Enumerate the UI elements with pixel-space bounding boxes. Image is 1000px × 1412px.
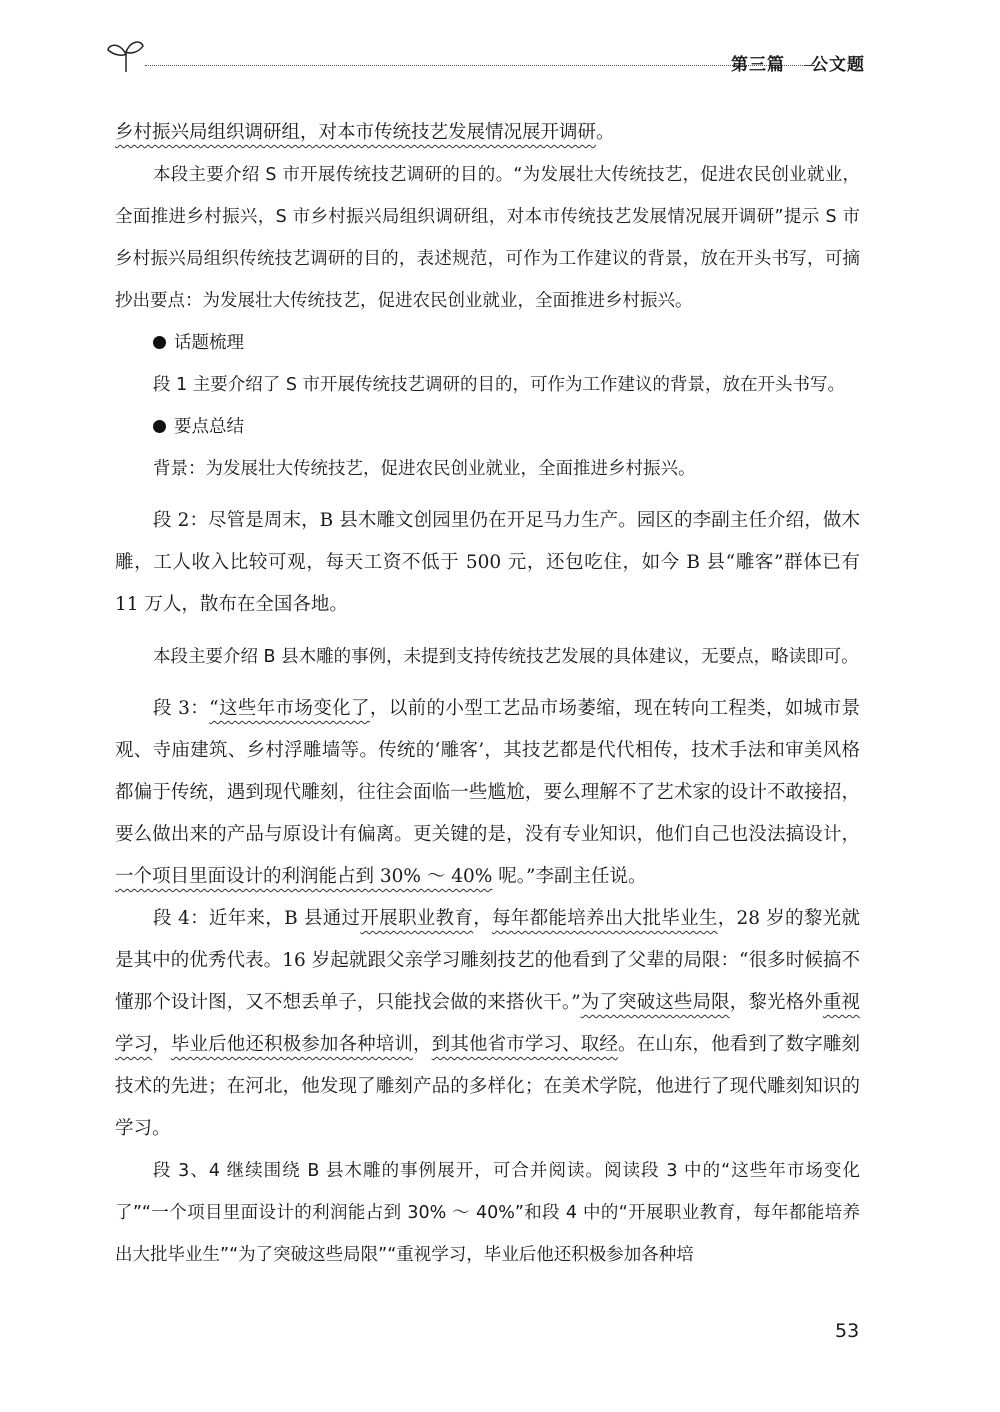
highlighted-phrase: 开展职业教育 bbox=[360, 908, 474, 929]
header-section: 公文题 bbox=[811, 55, 865, 75]
paragraph bbox=[115, 688, 860, 898]
text-run: ， bbox=[413, 1034, 432, 1055]
text-run: ，黎光格外 bbox=[729, 992, 823, 1013]
text-run: 话题梳理 bbox=[174, 333, 244, 353]
highlighted-phrase: 为了突破这些局限 bbox=[580, 992, 730, 1013]
body-text bbox=[115, 112, 860, 1276]
paragraph bbox=[115, 364, 860, 406]
highlighted-phrase: 重视学习 bbox=[115, 992, 860, 1055]
highlighted-phrase: 毕业后他还积极参加各种培训 bbox=[170, 1034, 414, 1055]
text-run: 呢。”李副主任说。 bbox=[492, 866, 647, 887]
highlighted-phrase: 乡村振兴局组织调研组，对本市传统技艺发展情况展开调研 bbox=[115, 122, 597, 143]
text-run: ， bbox=[152, 1034, 171, 1055]
text-run: 本段主要介绍 S 市开展传统技艺调研的目的。“为发展壮大传统技艺，促进农民创业就业，全面推进乡村振兴，S 市乡村振兴局组织调研组，对本市传统技艺发展情况展开调研”提示 S 市乡村振兴局组织传统技艺调研的目的，表述规范，可作为工作建议的背景，放在开头书写，可摘抄出要点：为发展壮大传统技艺，促进农民创业就业，全面推进乡村振兴。 bbox=[115, 165, 860, 311]
text-run: 段 3： bbox=[153, 698, 210, 719]
bullet-icon bbox=[153, 420, 166, 433]
paragraph bbox=[115, 1150, 860, 1276]
header-title bbox=[731, 50, 865, 75]
text-run: 段 2：尽管是周末，B 县木雕文创园里仍在开足马力生产。园区的李副主任介绍，做木雕，工人收入比较可观，每天工资不低于 500 元，还包吃住，如今 B 县“雕客”群体已有 11 万人，散布在全国各地。 bbox=[115, 510, 860, 615]
paragraph bbox=[115, 898, 860, 1150]
text-run: ， bbox=[473, 908, 492, 929]
highlighted-phrase: “这些年市场变化了 bbox=[209, 698, 370, 719]
text-run: ，以前的小型工艺品市场萎缩，现在转向工程类，如城市景观、寺庙建筑、乡村浮雕墙等。传统的‘雕客’，其技艺都是代代相传，技术手法和审美风格都偏于传统，遇到现代雕刻，往往会面临一些尴尬，要么理解不了艺术家的设计不敢接招，要么做出来的产品与原设计有偏离。更关键的是，没有专业知识，他们自己也没法搞设计， bbox=[115, 698, 860, 845]
text-run: 本段主要介绍 B 县木雕的事例，未提到支持传统技艺发展的具体建议，无要点，略读即可。 bbox=[153, 647, 859, 667]
page-number: 53 bbox=[835, 1320, 860, 1342]
highlighted-phrase: 每年都能培养出大批毕业生 bbox=[492, 908, 718, 929]
text-run: 段 4：近年来，B 县通过 bbox=[153, 908, 361, 929]
section-heading bbox=[115, 322, 860, 364]
highlighted-phrase: 到其他省市学习、取经 bbox=[431, 1034, 618, 1055]
section-heading bbox=[115, 406, 860, 448]
text-run: 。在山东，他看到了数字雕刻技术的先进；在河北，他发现了雕刻产品的多样化；在美术学院，他进行了现代雕刻知识的学习。 bbox=[115, 1034, 860, 1139]
sprout-icon bbox=[105, 34, 147, 76]
text-run: 背景：为发展壮大传统技艺，促进农民创业就业，全面推进乡村振兴。 bbox=[153, 459, 696, 479]
highlighted-phrase: 一个项目里面设计的利润能占到 30% ～ 40% bbox=[115, 866, 493, 887]
text-run: 段 1 主要介绍了 S 市开展传统技艺调研的目的，可作为工作建议的背景，放在开头书写。 bbox=[153, 375, 845, 395]
paragraph bbox=[115, 636, 860, 678]
header-dotted-rule bbox=[145, 65, 805, 66]
paragraph bbox=[115, 154, 860, 322]
text-run: 要点总结 bbox=[174, 417, 244, 437]
text-run: 。 bbox=[596, 122, 615, 143]
paragraph bbox=[115, 500, 860, 626]
bullet-icon bbox=[153, 336, 166, 349]
paragraph bbox=[115, 112, 860, 154]
page-header bbox=[105, 30, 865, 80]
text-run: 段 3、4 继续围绕 B 县木雕的事例展开，可合并阅读。阅读段 3 中的“这些年市场变化了”“一个项目里面设计的利润能占到 30% ～ 40%”和段 4 中的“开展职业教育，每年都能培养出大批毕业生”“为了突破这些局限”“重视学习，毕业后他还积极参加各种培 bbox=[115, 1161, 860, 1265]
paragraph bbox=[115, 448, 860, 490]
header-part: 第三篇 bbox=[731, 55, 785, 75]
text-run: ，28 岁的黎光就是其中的优秀代表。16 岁起就跟父亲学习雕刻技艺的他看到了父辈的局限：“很多时候搞不懂那个设计图，又不想丢单子，只能找会做的来搭伙干。” bbox=[115, 908, 860, 1013]
